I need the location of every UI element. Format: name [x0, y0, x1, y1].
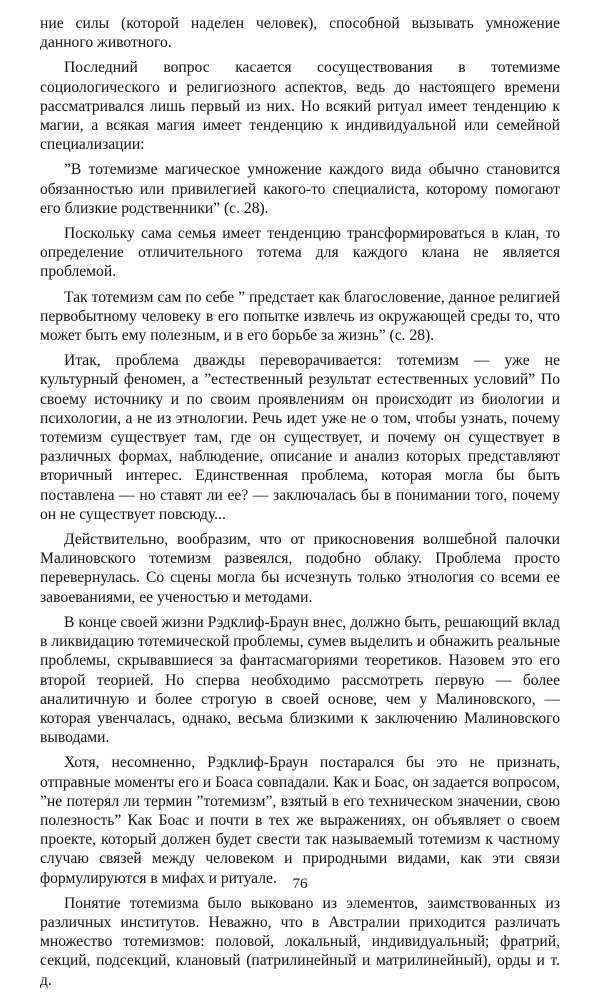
paragraph-6: Действительно, вообразим, что от прикосновения волшебной палочки Малиновского тотемизм развеялся, подобно облаку. Проблема просто перевернулась. Со сцены могла бы исчезнуть только этнология со всеми ее завоеваниями, ее ученостью и методами. [40, 531, 560, 606]
paragraph-9: Понятие тотемизма было выковано из элементов, заимствованных из различных институтов. Неважно, что в Австралии приходится различать множество тотемизмов: половой, локальный, индивидуальный; фратрий, секций, подсекций, клановый (патрилинейный и матрилинейный), орды и т. д. [40, 894, 560, 989]
paragraph-2: Последний вопрос касается сосуществования в тотемизме социологического и религиозного аспектов, ведь до настоящего времени рассматривался лишь первый из них. Но всякий ритуал имеет тенденцию к магии, а всякая магия имеет тенденцию к индивидуальной или семейной специализации: [40, 59, 560, 154]
paragraph-5: Итак, проблема дважды переворачивается: тотемизм — уже не культурный феномен, а ”естественный результат естественных условий” По своему источнику и по своим проявлениям он происходит из биологии и психологии, а не из этнологии. Речь идет уже не о том, чтобы узнать, почему тотемизм существует там, где он существует, и почему он существует в различных формах, наблюдение, описание и анализ которых представляют вторичный интерес. Единственная проблема, которая могла бы быть поставлена — но ставят ли ее? — заключалась бы в понимании того, почему он не существует повсюду... [40, 352, 560, 523]
body-text [40, 14, 560, 996]
paragraph-4: Так тотемизм сам по себе ” предстает как благословение, данное религией первобытному человеку в его попытке извлечь из окружающей среды то, что может быть ему полезным, и в его борьбе за жизнь” (с. 28). [40, 288, 560, 345]
page-number: 76 [292, 876, 308, 892]
paragraph-3: Поскольку сама семья имеет тенденцию трансформироваться в клан, то определение отличительного тотема для каждого клана не является проблемой. [40, 225, 560, 281]
quotation: ”В тотемизме магическое умножение каждого вида обычно становится обязанностью или привилегией какого-то специалиста, которому помогают его близкие родственники” (с. 28). [40, 161, 560, 217]
paragraph-7: В конце своей жизни Рэдклиф-Браун внес, должно быть, решающий вклад в ликвидацию тотемической проблемы, сумев выделить и обнажить реальные проблемы, скрывавшиеся за фантасмагориями теоретиков. Назовем это его второй теорией. Но сперва необходимо рассмотреть первую — более аналитичную и более строгую в своей основе, чем у Малиновского, — которая увенчалась, однако, весьма близкими к заключению Малиновского выводами. [40, 613, 560, 747]
paragraph-1: ние силы (которой наделен человек), способной вызывать умножение данного животного. [40, 15, 560, 52]
paragraph-8: Хотя, несомненно, Рэдклиф-Браун постарался бы это не признать, отправные моменты его и Боаса совпадали. Как и Боас, он задается вопросом, ”не потерял ли термин ”тотемизм”, взятый в его техническом значении, свою полезность” Как Боас и почти в тех же выражениях, он объявляет о своем проекте, который должен будет свести так называемый тотемизм к частному случаю связей между человеком и природными видами, как эти связи формулируются в мифах и ритуале. [40, 754, 560, 887]
